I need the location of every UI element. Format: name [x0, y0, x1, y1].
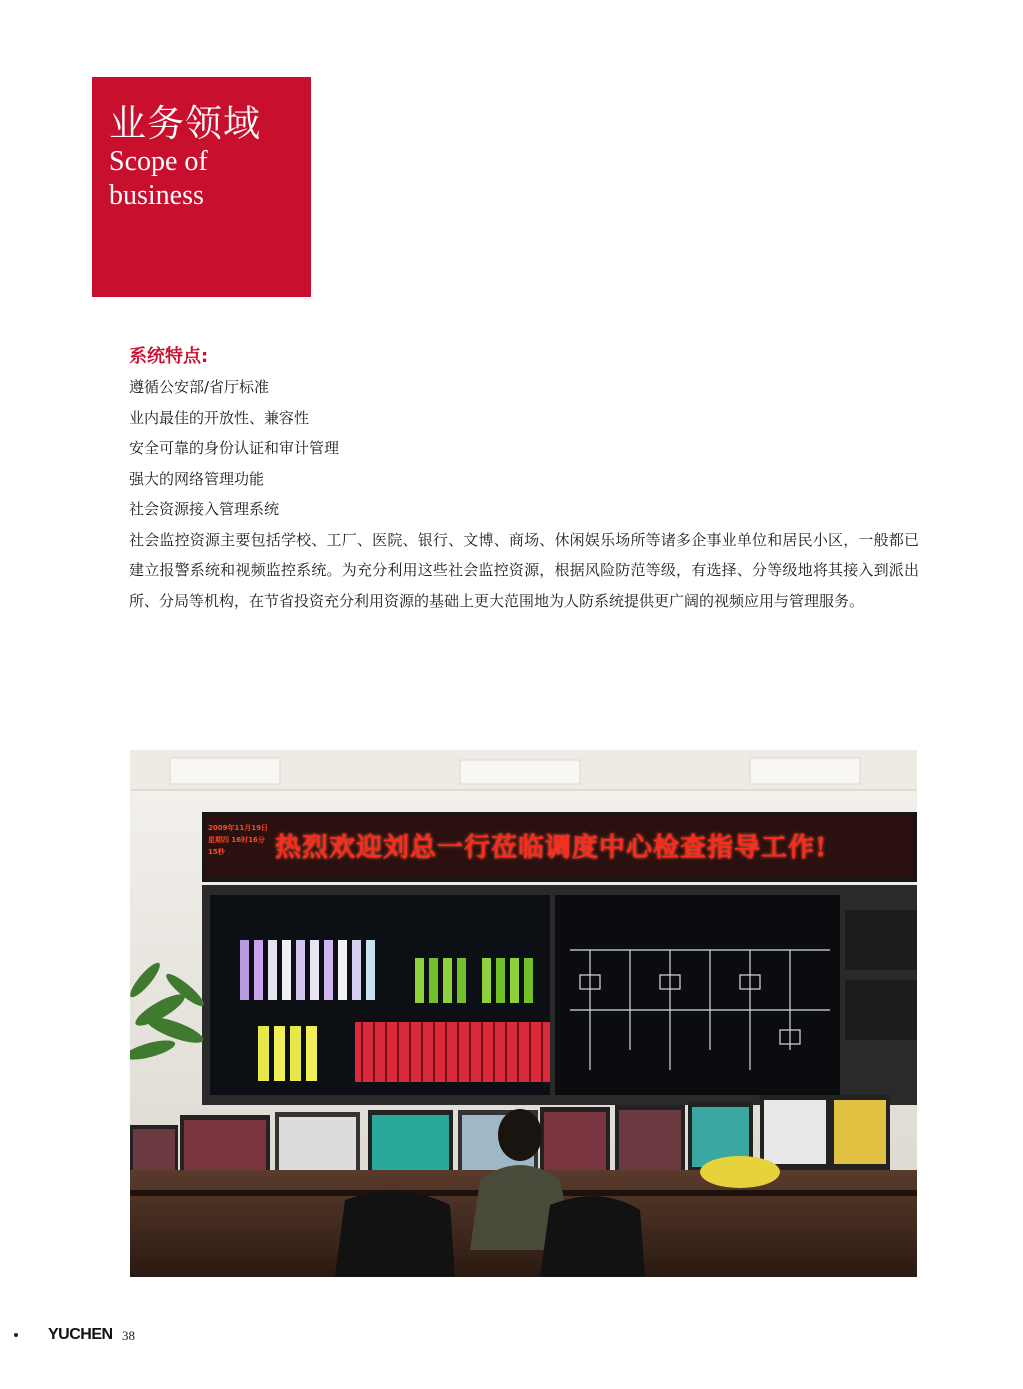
title-english: Scope of business	[109, 146, 208, 211]
title-chinese: 业务领域	[109, 102, 261, 145]
chair-right	[540, 1196, 645, 1277]
title-block	[92, 77, 311, 297]
page-number: 38	[122, 1328, 135, 1343]
features-section	[129, 342, 929, 616]
feature-item: 强大的网络管理功能	[129, 469, 265, 488]
feature-item: 遵循公安部/省厅标准	[129, 378, 270, 396]
features-heading: 系统特点:	[129, 346, 209, 367]
led-banner-date: 2009年11月19日 星期四 16时16分15秒	[208, 824, 268, 856]
feature-item: 业内最佳的开放性、兼容性	[129, 408, 310, 427]
description-paragraph: 社会监控资源主要包括学校、工厂、医院、银行、文博、商场、休闲娱乐场所等诸多企事业单位和居民小区，一般都已建立报警系统和视频监控系统。为充分利用这些社会监控资源，根据风险防范等级，有选择、分等级地将其接入到派出所、分局等机构，在节省投资充分利用资源的基础上更大范围地为人防系统提供更广阔的视频应用与管理服务。	[129, 530, 919, 610]
feature-item: 安全可靠的身份认证和审计管理	[129, 439, 340, 457]
red-bars	[355, 1022, 550, 1082]
led-banner-text: 热烈欢迎刘总一行莅临调度中心检查指导工作!	[275, 833, 828, 863]
brand-logo: YUCHEN	[48, 1326, 113, 1343]
bullet-dot	[14, 1333, 18, 1337]
feature-item: 社会资源接入管理系统	[129, 500, 280, 518]
yellow-bag	[700, 1156, 780, 1188]
chair-left	[335, 1191, 455, 1277]
